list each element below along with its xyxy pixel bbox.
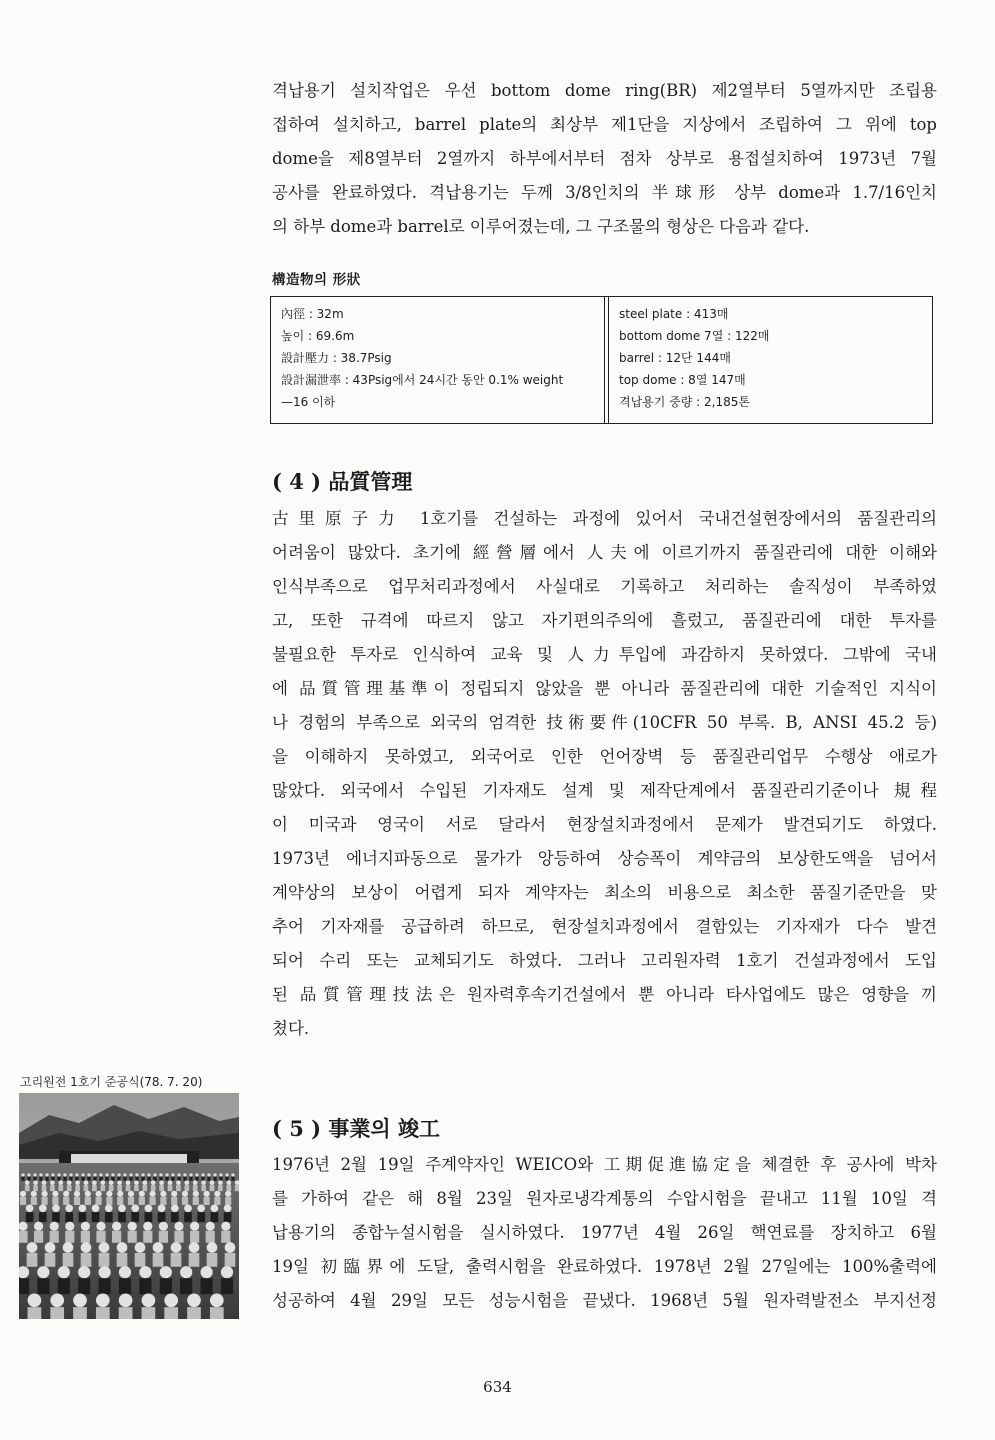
photo-caption: 고리원전 1호기 준공식(78. 7. 20): [20, 1075, 203, 1089]
text-line: dome을 제8열부터 2열까지 하부에서부터 점차 상부로 용접설치하여 1973년 7월: [272, 149, 937, 168]
text-line: 공사를 완료하였다. 격납용기는 두께 3/8인치의 半球形 상부 dome과 1.7/16인치: [272, 183, 937, 202]
spec-item: barrel : 12단 144매: [619, 351, 731, 365]
spec-item: 內徑 : 32m: [281, 307, 344, 321]
text-line: 의 하부 dome과 barrel로 이루어졌는데, 그 구조물의 형상은 다음과 같다.: [272, 217, 810, 236]
text-line: 을 이해하지 못하였고, 외국어로 인한 언어장벽 등 품질관리업무 수행상 애로가: [272, 747, 937, 766]
paragraph-project-completion: [272, 1148, 937, 1318]
spec-item: top dome : 8열 147매: [619, 373, 746, 387]
text-line: 추어 기자재를 공급하려 하므로, 현장설치과정에서 결함있는 기자재가 다수 발견: [272, 917, 937, 936]
section-heading-quality-management: ( 4 ) 品質管理: [272, 469, 413, 494]
text-line: 어려움이 많았다. 초기에 經營層에서 人夫에 이르기까지 품질관리에 대한 이해와: [272, 543, 937, 562]
paragraph-quality-management: [272, 502, 937, 1046]
spec-item: 높이 : 69.6m: [281, 329, 355, 343]
text-line: 를 가하여 같은 해 8월 23일 원자로냉각계통의 수압시험을 끝내고 11월 10일 격: [272, 1189, 937, 1208]
text-line: 인식부족으로 업무처리과정에서 사실대로 기록하고 처리하는 솔직성이 부족하였: [272, 577, 937, 596]
text-line: 납용기의 종합누설시험을 실시하였다. 1977년 4월 26일 핵연료를 장치하고 6월: [272, 1223, 937, 1242]
text-line: 나 경험의 부족으로 외국의 엄격한 技術要件(10CFR 50 부록. B, ANSI 45.2 등): [272, 713, 937, 732]
section-heading-project-completion: ( 5 ) 事業의 竣工: [272, 1116, 441, 1141]
paragraph-containment-installation: [272, 74, 937, 244]
spec-item: steel plate : 413매: [619, 307, 729, 321]
text-line: 1976년 2월 19일 주계약자인 WEICO와 工期促進協定을 체결한 후 공사에 박차: [272, 1155, 937, 1174]
text-line: 이 미국과 영국이 서로 달라서 현장설치과정에서 문제가 발견되기도 하였다.: [272, 815, 937, 834]
text-line: 에 品質管理基準이 정립되지 않았을 뿐 아니라 품질관리에 대한 기술적인 지식이: [272, 679, 937, 698]
text-line: 성공하여 4월 29일 모든 성능시험을 끝냈다. 1968년 5월 원자력발전소 부지선정: [272, 1291, 937, 1310]
text-line: 1973년 에너지파동으로 물가가 앙등하여 상승폭이 계약금의 보상한도액을 넘어서: [272, 849, 937, 868]
spec-item: 設計漏泄率 : 43Psig에서 24시간 동안 0.1% weight: [281, 373, 564, 387]
text-line: 된 品質管理技法은 원자력후속기건설에서 뿐 아니라 타사업에도 많은 영향을 끼: [272, 985, 937, 1004]
structure-spec-table: [270, 296, 933, 424]
text-line: 古里原子力 1호기를 건설하는 과정에 있어서 국내건설현장에서의 품질관리의: [272, 509, 937, 528]
table-caption: 構造物의 形狀: [272, 272, 361, 288]
spec-item: 設計壓力 : 38.7Psig: [281, 351, 392, 365]
spec-item: bottom dome 7열 : 122매: [619, 329, 770, 343]
spec-item: —16 이하: [281, 395, 336, 409]
spec-column-right: [608, 297, 932, 423]
text-line: 쳤다.: [272, 1019, 310, 1038]
spec-column-left: [271, 297, 605, 423]
text-line: 계약상의 보상이 어렵게 되자 계약자는 최소의 비용으로 최소한 품질기준만을 맞: [272, 883, 937, 902]
text-line: 접하여 설치하고, barrel plate의 최상부 제1단을 지상에서 조립하여 그 위에 top: [272, 115, 937, 134]
text-line: 19일 初臨界에 도달, 출력시험을 완료하였다. 1978년 2월 27일에는 100%출력에: [272, 1257, 937, 1276]
text-line: 고, 또한 규격에 따르지 않고 자기편의주의에 흘렀고, 품질관리에 대한 투자를: [272, 611, 937, 630]
page-number: 634: [483, 1378, 512, 1396]
spec-item: 격납용기 중량 : 2,185톤: [619, 395, 750, 409]
text-line: 많았다. 외국에서 수입된 기자재도 설계 및 제작단계에서 품질관리기준이나 規程: [272, 781, 937, 800]
text-line: 격납용기 설치작업은 우선 bottom dome ring(BR) 제2열부터 5열까지만 조립용: [272, 81, 937, 100]
text-line: 불필요한 투자로 인식하여 교육 및 人力투입에 과감하지 못하였다. 그밖에 국내: [272, 645, 937, 664]
ceremony-photo: [19, 1093, 239, 1319]
text-line: 되어 수리 또는 교체되기도 하였다. 그러나 고리원자력 1호기 건설과정에서 도입: [272, 951, 937, 970]
